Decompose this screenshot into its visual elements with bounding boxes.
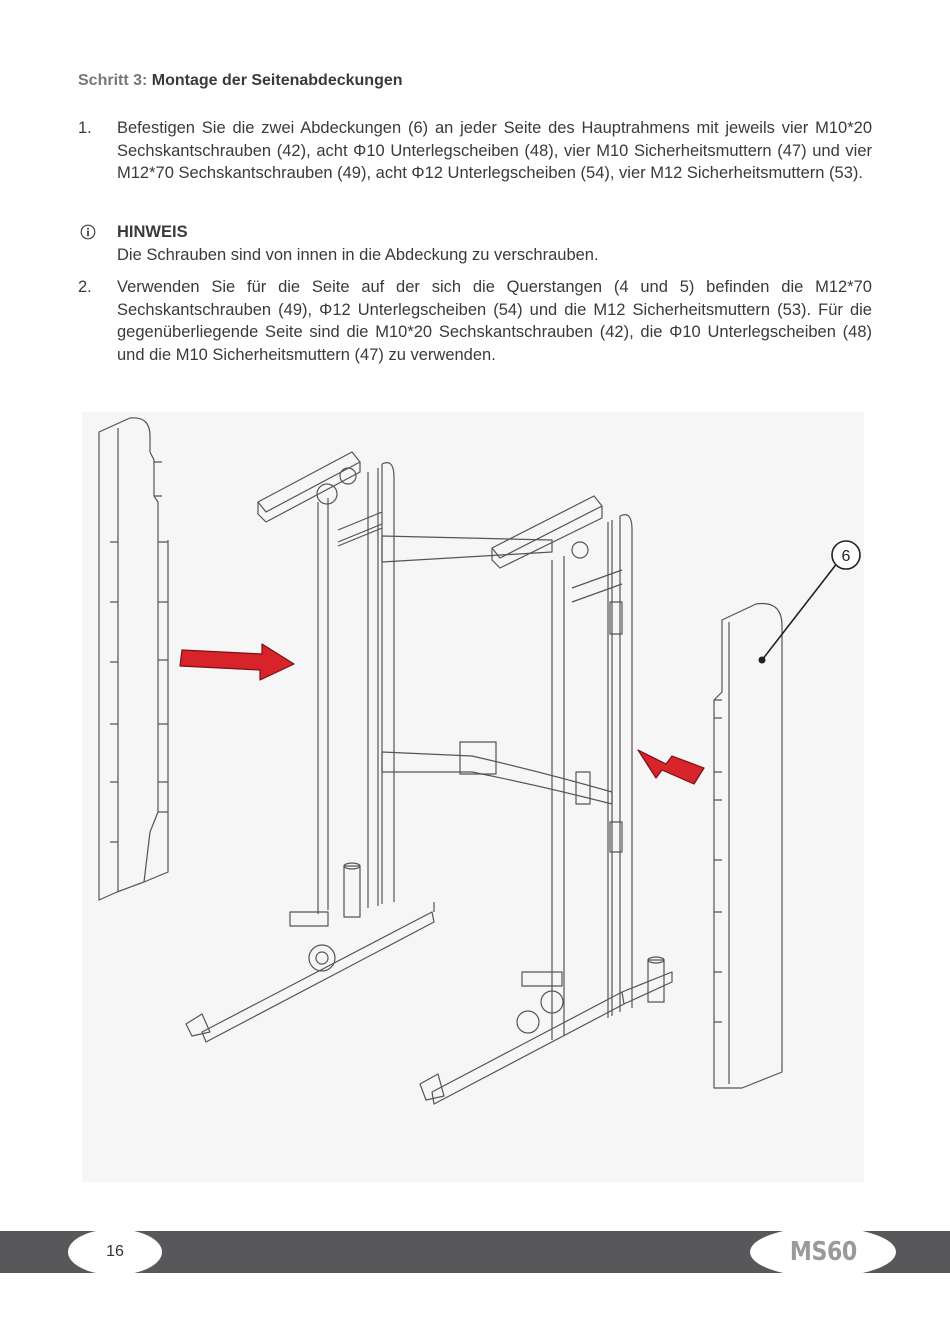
note-block xyxy=(78,221,872,266)
page-number xyxy=(68,1229,162,1275)
right-frame xyxy=(420,496,672,1104)
instruction-number: 1. xyxy=(78,119,92,137)
instruction-text: Befestigen Sie die zwei Abdeckungen (6) an jeder Seite des Hauptrahmens mit jeweils vier M10*20 Sechskantschrauben (42), acht Φ10 Unterlegscheiben (48), vier M10 Sicherheitsmuttern (47) und vier M12*70 Sechskantschrauben (49), acht Φ12 Unterlegscheiben (54), vier M12 Sicherheitsmuttern (53). xyxy=(117,119,872,182)
step-label: Schritt 3: xyxy=(78,72,148,89)
instruction-text: Verwenden Sie für die Seite auf der sich die Querstangen (4 und 5) befinden die M12*70 Sechskantschrauben (49), Φ12 Unterlegscheiben (54) und die M12 Sicherheitsmuttern (53). Für die gegenüberliegende Seite sind die M10*20 Sechskantschrauben (42), die Φ10 Unterlegscheiben (48) und die M10 Sicherheitsmuttern (47) zu verwenden. xyxy=(117,278,872,364)
right-cover-panel xyxy=(714,603,782,1088)
instruction-item-1 xyxy=(78,117,872,185)
step-heading xyxy=(78,72,403,90)
assembly-illustration xyxy=(82,412,864,1182)
page-number-text: 16 xyxy=(106,1243,124,1260)
instruction-number: 2. xyxy=(78,278,92,296)
note-heading: HINWEIS xyxy=(117,223,188,241)
arrow-left xyxy=(180,644,294,680)
note-text: Die Schrauben sind von innen in die Abdeckung zu verschrauben. xyxy=(117,245,599,264)
left-frame xyxy=(186,452,612,1042)
info-icon xyxy=(80,224,96,240)
model-logo xyxy=(750,1227,896,1277)
model-name: MS60 xyxy=(789,1237,857,1267)
left-cover-panel xyxy=(99,418,168,900)
callout-label: 6 xyxy=(841,548,851,565)
arrow-right xyxy=(638,750,704,784)
assembly-drawing xyxy=(82,412,864,1182)
instruction-item-2 xyxy=(78,276,872,366)
step-title: Montage der Seitenabdeckungen xyxy=(151,72,403,89)
